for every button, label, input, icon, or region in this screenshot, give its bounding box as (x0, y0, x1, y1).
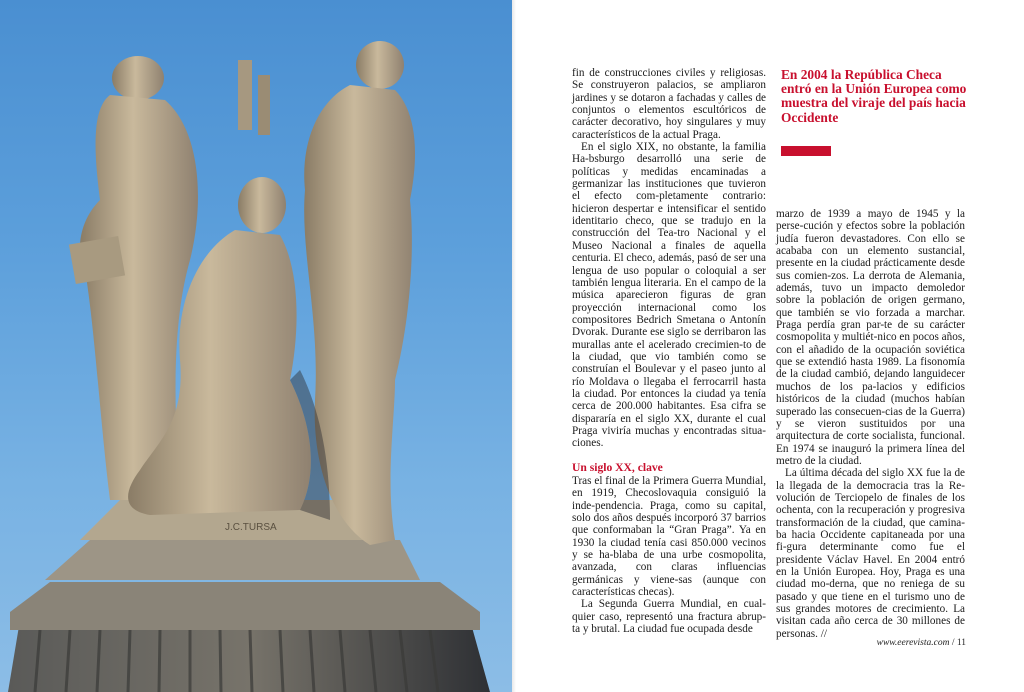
paragraph: fin de construcciones civiles y religiosas. Se construyeron palacios, se ampliaron jardines y se dotaron a fachadas y calles de conjuntos o elementos escultóricos de carácter decorativo, hoy singulares y muy característicos de la actual Praga. (572, 67, 766, 141)
pedestal (8, 500, 490, 692)
page-gutter (512, 0, 516, 692)
footer-url[interactable]: www.eerevista.com (876, 638, 950, 648)
pull-quote: En 2004 la República Checa entró en la Unión Europea como muestra del viraje del país hacia Occidente (781, 67, 967, 125)
paragraph: La última década del siglo XX fue la de la llegada de la democracia tras la Re-volución de Terciopelo de finales de los ochenta, con la recuperación y progresiva transformación de la ciudad, que camina-ba hacia Occidente capitaneada por una fi-gura determinante como fue el presidente Václav Havel. En 2004 entró en la Unión Europea. Hoy, Praga es una ciudad mo-derna, que no reniega de su pasado y que tiene en el turismo uno de sus grandes motores de crecimiento. La visitan cada año cerca de 30 millones de personas. // (776, 467, 965, 640)
article-column-1 (572, 67, 766, 635)
paragraph: Tras el final de la Primera Guerra Mundial, en 1919, Checoslovaquia consiguió la inde-pendencia. Praga, como su capital, solo dos años después incorporó 37 barrios que conformaban la “Gran Praga”. Ya en 1930 la ciudad tenía casi 850.000 vecinos y se ha-blaba de una urbe cosmopolita, avanzada, con claras influencias germánicas y viene-sas (aunque con características checas). (572, 475, 766, 599)
page-footer (877, 638, 966, 648)
inscription: J.C.TURSA (225, 522, 277, 533)
paragraph: La Segunda Guerra Mundial, en cual-quier caso, representó una fractura abrup-ta y brutal. La ciudad fue ocupada desde (572, 598, 766, 636)
page-number: 11 (956, 638, 966, 648)
article-column-2 (776, 208, 965, 640)
statue-figures (69, 41, 415, 545)
paragraph: En el siglo XIX, no obstante, la familia Ha-bsburgo desarrolló una serie de políticas y medidas encaminadas a germanizar las instituciones que tuvieron el efecto com-pletamente contrario: hicieron despertar e intensificar el sentido identitario checo, que se tradujo en la construcción del Tea-tro Nacional y el Museo Nacional a finales de aquella centuria. El checo, además, pasó de ser una lengua de uso popular o coloquial a ser también lengua literaria. En el campo de la música aparecieron figuras de gran proyección internacional como los compositores Bedrich Smetana o Antonín Dvorak. Durante ese siglo se derribaron las murallas ante el acelerado crecimien-to de la ciudad, que vio también como se construían el Boulevar y el paseo junto al río Moldava o llegaba el ferrocarril hasta la ciudad. Por entonces la ciudad ya tenía cerca de 200.000 habitantes. Esa cifra se dispararía en el siglo XX, durante el cual Praga viviría muchas y encontradas situa-ciones. (572, 141, 766, 450)
section-subheading: Un siglo XX, clave (572, 460, 663, 474)
accent-bar (781, 146, 831, 156)
paragraph: marzo de 1939 a mayo de 1945 y la perse-cución y efectos sobre la población judía fueron devastadores. Con ello se acababa con un elemento sustancial, presente en la ciudad prácticamente desde sus comien-zos. La derrota de Alemania, además, tuvo un impacto demoledor sobre la población de origen germano, que también se vio forzada a marchar. Praga perdía gran par-te de su carácter cosmopolita y multiét-nico en pocos años, con el añadido de la ocupación soviética que se extendió hasta 1989. La fisonomía de la ciudad cambió, dejando languidecer muchos de los pa-lacios y edificios históricos de la ciudad (muchos habían superado las consecuen-cias de la Guerra) y se vieron sustituidos por una arquitectura de corte socialista, funcional. En 1974 se inauguró la primera línea del metro de la ciudad. (776, 208, 965, 467)
footer-separator: / (951, 638, 955, 648)
